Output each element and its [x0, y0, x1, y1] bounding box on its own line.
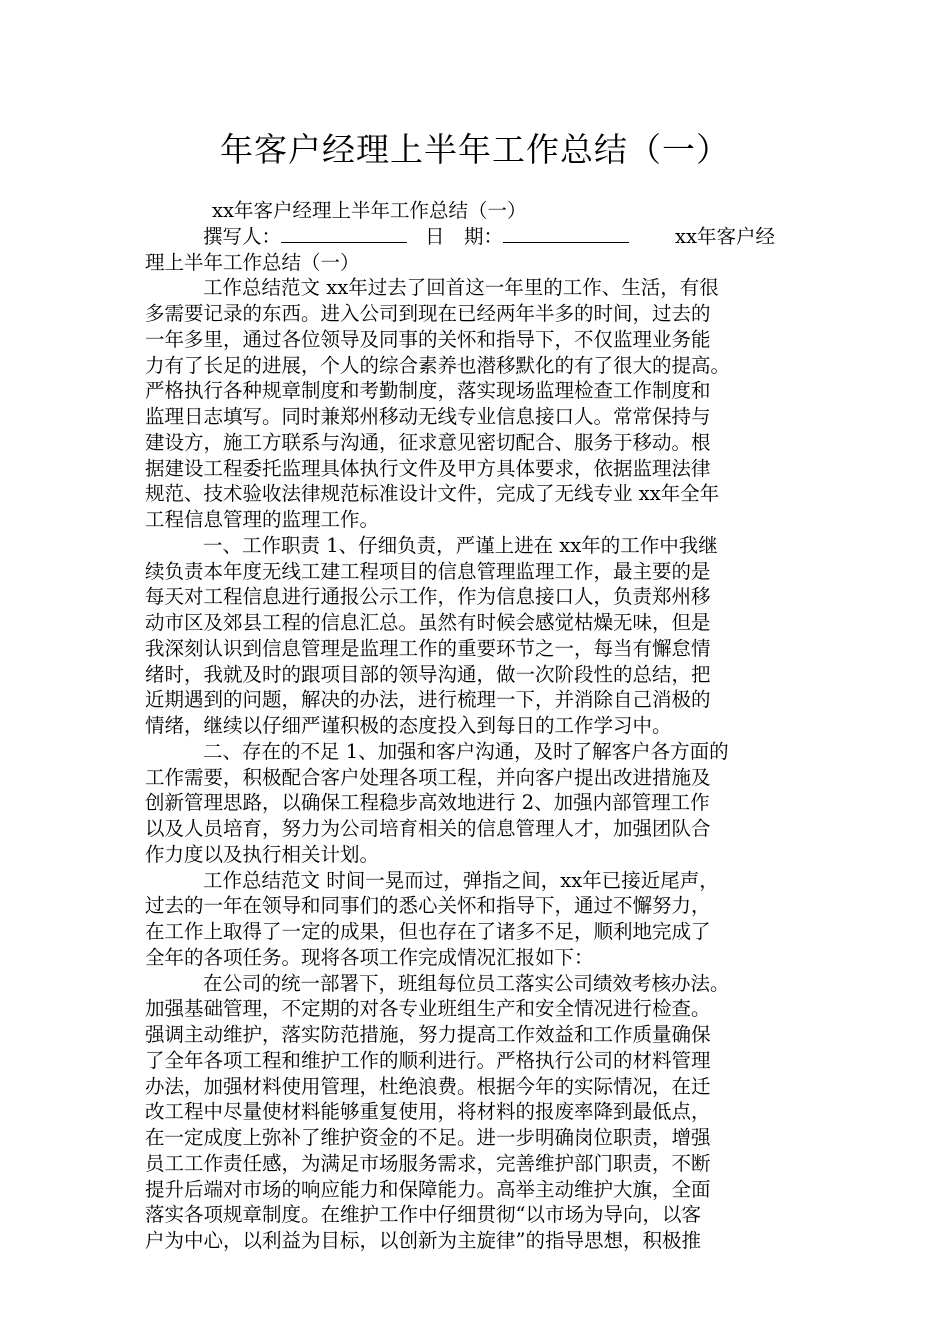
paragraph-line: 在工作上取得了一定的成果，但也存在了诸多不足，顺利地完成了 — [145, 920, 711, 943]
paragraph-line: 改工程中尽量使材料能够重复使用，将材料的报废率降到最低点， — [145, 1100, 711, 1124]
heading-repeat-part1: xx年客户经 — [675, 224, 776, 248]
author-label: 撰写人： — [203, 224, 282, 248]
paragraph-line: 多需要记录的东西。进入公司到现在已经两年半多的时间，过去的 — [145, 302, 711, 325]
paragraph-line: 我深刻认识到信息管理是监理工作的重要环节之一，每当有懈怠情 — [145, 636, 711, 660]
paragraph-line: 在一定成度上弥补了维护资金的不足。进一步明确岗位职责，增强 — [145, 1126, 711, 1149]
paragraph-line: 强调主动维护，落实防范措施，努力提高工作效益和工作质量确保 — [145, 1023, 711, 1046]
paragraph-line: 力有了长足的进展，个人的综合素养也潜移默化的有了很大的提高。 — [145, 353, 731, 377]
paragraph-line: 理上半年工作总结（一） — [145, 250, 360, 274]
subtitle-line: xx年客户经理上半年工作总结（一） — [212, 199, 527, 222]
paragraph-line: 落实各项规章制度。在维护工作中仔细贯彻“以市场为导向，以客 — [145, 1203, 701, 1227]
document-title: 年客户经理上半年工作总结（一） — [220, 130, 730, 169]
paragraph-line: 创新管理思路，以确保工程稳步高效地进行 2、加强内部管理工作 — [145, 791, 710, 815]
paragraph-line: 一年多里，通过各位领导及同事的关怀和指导下，不仅监理业务能 — [145, 327, 711, 351]
paragraph-line: 员工工作责任感，为满足市场服务需求，完善维护部门职责，不断 — [145, 1151, 711, 1175]
paragraph-line: 户为中心，以利益为目标，以创新为主旋律”的指导思想，积极推 — [145, 1229, 701, 1252]
document-body — [145, 198, 813, 1254]
paragraph-line: 二、存在的不足 1、加强和客户沟通，及时了解客户各方面的 — [203, 739, 729, 763]
date-blank — [503, 224, 629, 243]
paragraph-line: 一、工作职责 1、仔细负责，严谨上进在 xx年的工作中我继 — [203, 533, 718, 557]
paragraph-line: 每天对工程信息进行通报公示工作，作为信息接口人，负责郑州移 — [145, 585, 711, 609]
paragraph-line: 建设方，施工方联系与沟通，征求意见密切配合、服务于移动。根 — [145, 430, 711, 454]
author-blank — [281, 224, 407, 243]
paragraph-line: 在公司的统一部署下，班组每位员工落实公司绩效考核办法。 — [203, 971, 730, 995]
paragraph-line: 以及人员培育，努力为公司培育相关的信息管理人才，加强团队合 — [145, 817, 711, 840]
paragraph-line: 提升后端对市场的响应能力和保障能力。高举主动维护大旗，全面 — [145, 1177, 711, 1201]
paragraph-line: 过去的一年在领导和同事们的悉心关怀和指导下，通过不懈努力， — [145, 894, 711, 918]
paragraph-line: 绪时，我就及时的跟项目部的领导沟通，做一次阶段性的总结，把 — [145, 662, 711, 686]
paragraph-line: 工作总结范文 时间一晃而过，弹指之间，xx年已接近尾声， — [203, 868, 719, 892]
paragraph-line: 工程信息管理的监理工作。 — [145, 508, 380, 531]
paragraph-line: 情绪，继续以仔细严谨积极的态度投入到每日的工作学习中。 — [145, 714, 672, 737]
paragraph-line: 规范、技术验收法律规范标准设计文件，完成了无线专业 xx年全年 — [145, 482, 720, 506]
paragraph-line: 作力度以及执行相关计划。 — [145, 842, 380, 866]
paragraph-line: 动市区及郊县工程的信息汇总。虽然有时候会感觉枯燥无味，但是 — [145, 611, 711, 634]
paragraph-line: 据建设工程委托监理具体执行文件及甲方具体要求，依据监理法律 — [145, 456, 711, 480]
paragraph-line: 工作需要，积极配合客户处理各项工程，并向客户提出改进措施及 — [145, 765, 711, 789]
paragraph-line: 加强基础管理，不定期的对各专业班组生产和安全情况进行检查。 — [145, 997, 711, 1021]
date-label: 日 期： — [425, 224, 504, 248]
paragraph-line: 续负责本年度无线工建工程项目的信息管理监理工作，最主要的是 — [145, 559, 711, 583]
paragraph-line: 办法，加强材料使用管理，杜绝浪费。根据今年的实际情况，在迁 — [145, 1074, 711, 1098]
paragraph-line: 全年的各项任务。现将各项工作完成情况汇报如下： — [145, 945, 594, 969]
paragraph-line: 近期遇到的问题，解决的办法，进行梳理一下，并消除自己消极的 — [145, 688, 711, 712]
author-date-line — [145, 224, 813, 250]
paragraph-line: 工作总结范文 xx年过去了回首这一年里的工作、生活，有很 — [203, 276, 719, 300]
paragraph-line: 了全年各项工程和维护工作的顺利进行。严格执行公司的材料管理 — [145, 1048, 711, 1072]
paragraph-line: 严格执行各种规章制度和考勤制度，落实现场监理检查工作制度和 — [145, 379, 711, 403]
paragraph-line: 监理日志填写。同时兼郑州移动无线专业信息接口人。常常保持与 — [145, 405, 711, 428]
